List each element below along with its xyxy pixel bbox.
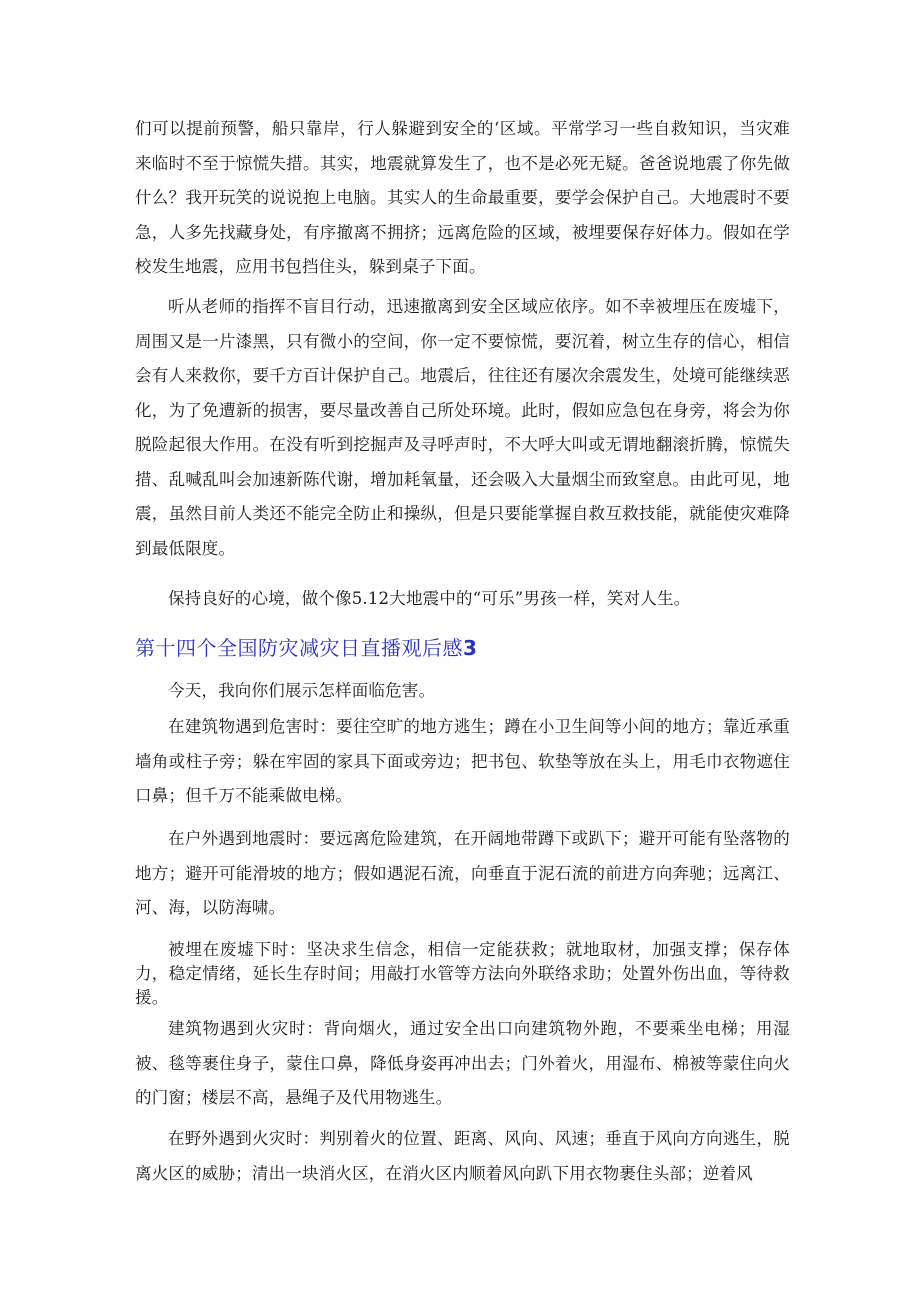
paragraph-follow-teacher: 听从老师的指挥不盲目行动，迅速撤离到安全区域应依序。如不幸被埋压在废墟下，周围又是一片漆黑，只有微小的空间，你一定不要惊慌，要沉着，树立生存的信心，相信会有人来救你，要千方百计保护自己。地震后，往往还有屡次余震发生，处境可能继续恶化，为了免遭新的损害，要尽量改善自己所处环境。此时，假如应急包在身旁，将会为你脱险起很大作用。在没有听到挖掘声及寻呼声时，不大呼大叫或无谓地翻滚折腾，惊慌失措、乱喊乱叫会加速新陈代谢，增加耗氧量，还会吸入大量烟尘而致窒息。由此可见，地震，虽然目前人类还不能完全防止和操纵，但是只要能掌握自救互救技能，就能使灾难降到最低限度。 (135, 297, 790, 558)
section-heading (135, 632, 477, 664)
section-heading-number: 3 (463, 636, 478, 660)
paragraph-good-mood: 保持良好的心境，做个像5.12大地震中的“可乐”男孩一样，笑对人生。 (168, 589, 691, 608)
paragraph-intro: 今天，我向你们展示怎样面临危害。 (168, 681, 436, 700)
paragraph-earthquake-warning: 们可以提前预警，船只靠岸，行人躲避到安全的‘区域。平常学习一些自救知识，当灾难来临时不至于惊慌失措。其实，地震就算发生了，也不是必死无疑。爸爸说地震了你先做什么？我开玩笑的说说抱上电脑。其实人的生命最重要，要学会保护自己。大地震时不要急，人多先找藏身处，有序撤离不拥挤；远离危险的区域，被埋要保存好体力。假如在学校发生地震，应用书包挡住头，躲到桌子下面。 (135, 119, 790, 276)
section-heading-text: 第十四个全国防灾减灾日直播观后感 (135, 636, 463, 660)
paragraph-building-fire: 建筑物遇到火灾时：背向烟火，通过安全出口向建筑物外跑，不要乘坐电梯；用湿被、毯等裹住身子，蒙住口鼻，降低身姿再冲出去；门外着火，用湿布、棉被等蒙住向火的门窗；楼层不高，悬绳子及代用物逃生。 (135, 1019, 790, 1107)
paragraph-building-danger: 在建筑物遇到危害时：要往空旷的地方逃生；蹲在小卫生间等小间的地方；靠近承重墙角或柱子旁；躲在牢固的家具下面或旁边；把书包、软垫等放在头上，用毛巾衣物遮住口鼻；但千万不能乘做电梯。 (135, 717, 790, 805)
paragraph-buried: 被埋在废墟下时：坚决求生信念，相信一定能获救；就地取材，加强支撑；保存体力，稳定情绪，延长生存时间；用敲打水管等方法向外联络求助；处置外伤出血，等待救援。 (135, 940, 790, 1007)
paragraph-wildfire: 在野外遇到火灾时：判别着火的位置、距离、风向、风速；垂直于风向方向逃生，脱离火区的威胁；清出一块消火区，在消火区内顺着风向趴下用衣物裹住头部；逆着风 (135, 1129, 790, 1183)
paragraph-outdoor-earthquake: 在户外遇到地震时：要远离危险建筑，在开阔地带蹲下或趴下；避开可能有坠落物的地方；避开可能滑坡的地方；假如遇泥石流，向垂直于泥石流的前进方向奔驰；远离江、河、海，以防海啸。 (135, 829, 790, 917)
